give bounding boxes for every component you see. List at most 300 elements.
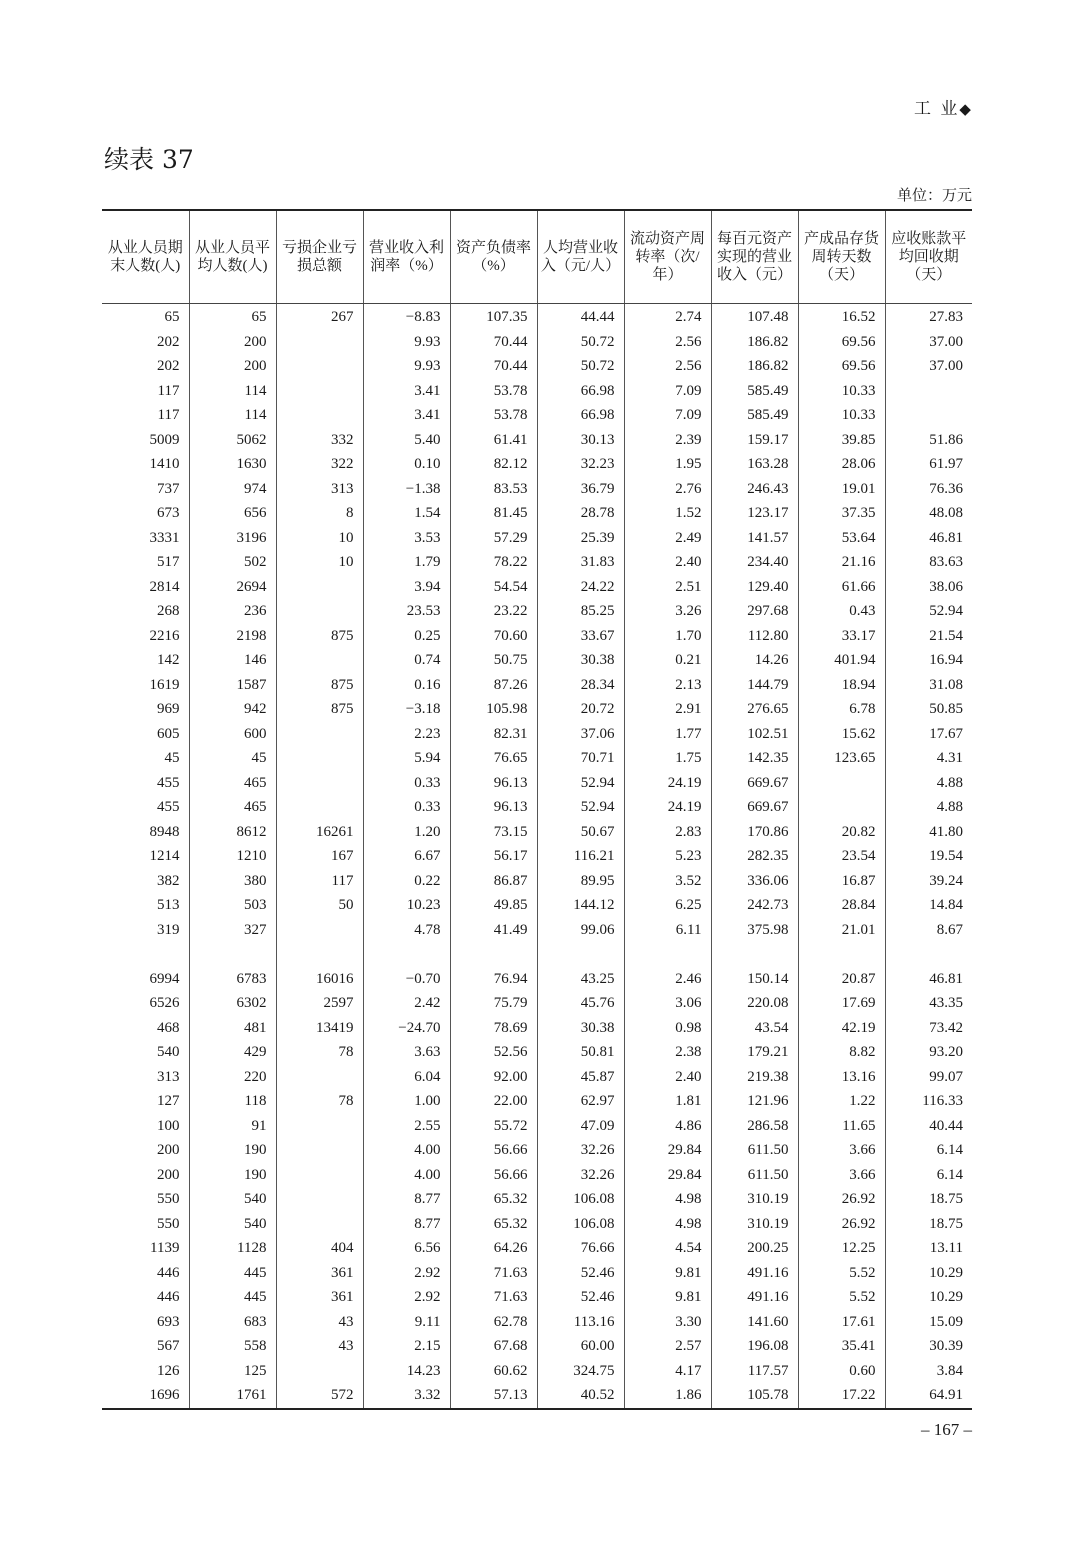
table-cell <box>363 943 450 968</box>
table-cell: 2.49 <box>624 526 711 551</box>
table-row <box>102 918 972 943</box>
table-cell: 28.84 <box>798 894 885 919</box>
table-cell: 4.78 <box>363 918 450 943</box>
table-cell: 16.87 <box>798 869 885 894</box>
table-cell: 117 <box>157 407 180 424</box>
table-row <box>102 894 972 919</box>
table-cell: 219.38 <box>711 1065 798 1090</box>
table-cell: 28.06 <box>798 453 885 478</box>
table-row <box>102 502 972 527</box>
table-cell: 40.44 <box>885 1114 972 1139</box>
table-cell: 375.98 <box>711 918 798 943</box>
table-cell: 1.00 <box>363 1090 450 1115</box>
table-cell: 9.81 <box>624 1261 711 1286</box>
table-cell: 102.51 <box>711 722 798 747</box>
table-cell: 3196 <box>189 526 276 551</box>
table-cell: 50.85 <box>885 698 972 723</box>
table-cell: 66.98 <box>537 404 624 429</box>
table-cell: 8612 <box>189 820 276 845</box>
table-cell: 52.94 <box>885 600 972 625</box>
table-cell: 6.25 <box>624 894 711 919</box>
column-header: 流动资产周转率（次/年） <box>624 210 711 303</box>
table-row <box>102 796 972 821</box>
table-cell: 6.56 <box>363 1237 450 1262</box>
table-cell: 78.22 <box>450 551 537 576</box>
table-cell: 107.35 <box>450 303 537 330</box>
table-cell: 1410 <box>149 456 180 473</box>
table-cell: 69.56 <box>798 330 885 355</box>
table-cell: 332 <box>276 428 363 453</box>
table-cell <box>276 1212 363 1237</box>
table-cell: 6994 <box>149 970 180 987</box>
table-cell: 468 <box>157 1019 180 1036</box>
table-cell: 200.25 <box>711 1237 798 1262</box>
table-cell <box>885 404 972 429</box>
table-row <box>102 820 972 845</box>
table-cell: 282.35 <box>711 845 798 870</box>
table-cell: 99.06 <box>537 918 624 943</box>
table-cell: 126 <box>157 1362 180 1379</box>
table-cell: 540 <box>157 1044 180 1061</box>
table-cell: 2.51 <box>624 575 711 600</box>
table-cell: 28.34 <box>537 673 624 698</box>
table-cell: 19.01 <box>798 477 885 502</box>
table-cell: 669.67 <box>711 796 798 821</box>
table-cell: 37.00 <box>885 355 972 380</box>
table-cell: 32.26 <box>537 1163 624 1188</box>
table-cell: 673 <box>157 505 180 522</box>
table-cell: 585.49 <box>711 379 798 404</box>
table-cell: 4.00 <box>363 1139 450 1164</box>
table-cell: 3.52 <box>624 869 711 894</box>
table-cell <box>885 379 972 404</box>
table-cell: 313 <box>276 477 363 502</box>
table-cell: 24.19 <box>624 796 711 821</box>
table-cell: 1128 <box>189 1237 276 1262</box>
column-header: 人均营业收入（元/人） <box>537 210 624 303</box>
table-row <box>102 453 972 478</box>
table-cell: 116.33 <box>885 1090 972 1115</box>
table-cell: 76.65 <box>450 747 537 772</box>
table-cell: 1.75 <box>624 747 711 772</box>
table-cell: 236 <box>189 600 276 625</box>
table-cell: 17.67 <box>885 722 972 747</box>
table-cell: 2.39 <box>624 428 711 453</box>
table-cell: −24.70 <box>363 1016 450 1041</box>
column-header: 资产负债率（%） <box>450 210 537 303</box>
table-cell: 60.62 <box>450 1359 537 1384</box>
table-cell: 5062 <box>189 428 276 453</box>
table-cell: 16.94 <box>885 649 972 674</box>
table-cell: 1.95 <box>624 453 711 478</box>
table-row <box>102 698 972 723</box>
table-cell: 17.22 <box>798 1384 885 1410</box>
table-cell: 4.17 <box>624 1359 711 1384</box>
table-cell: 220.08 <box>711 992 798 1017</box>
table-cell: 144.79 <box>711 673 798 698</box>
table-cell: 17.61 <box>798 1310 885 1335</box>
table-cell: 7.09 <box>624 404 711 429</box>
table-cell: 550 <box>157 1191 180 1208</box>
table-cell: 1214 <box>149 848 180 865</box>
table-cell: −8.83 <box>363 303 450 330</box>
table-cell: 106.08 <box>537 1212 624 1237</box>
table-cell: 540 <box>189 1212 276 1237</box>
table-cell: 10 <box>276 551 363 576</box>
table-cell: 25.39 <box>537 526 624 551</box>
table-cell: 36.79 <box>537 477 624 502</box>
table-cell: 693 <box>157 1313 180 1330</box>
table-cell: 14.23 <box>363 1359 450 1384</box>
table-cell <box>624 943 711 968</box>
table-cell <box>885 943 972 968</box>
table-cell: 6.67 <box>363 845 450 870</box>
table-cell: 66.98 <box>537 379 624 404</box>
table-cell: 7.09 <box>624 379 711 404</box>
table-row <box>102 330 972 355</box>
table-cell: 669.67 <box>711 771 798 796</box>
table-cell: 481 <box>189 1016 276 1041</box>
table-cell: 65.32 <box>450 1212 537 1237</box>
table-cell: 123.17 <box>711 502 798 527</box>
table-cell: 29.84 <box>624 1163 711 1188</box>
table-cell: 3.41 <box>363 379 450 404</box>
table-cell: 76.66 <box>537 1237 624 1262</box>
table-cell: 70.60 <box>450 624 537 649</box>
table-cell: 121.96 <box>711 1090 798 1115</box>
table-cell: 1.81 <box>624 1090 711 1115</box>
table-cell: 33.17 <box>798 624 885 649</box>
table-cell: 8.77 <box>363 1212 450 1237</box>
table-cell: 89.95 <box>537 869 624 894</box>
table-cell: 491.16 <box>711 1286 798 1311</box>
table-cell <box>798 796 885 821</box>
table-cell: 22.00 <box>450 1090 537 1115</box>
table-cell: 2.42 <box>363 992 450 1017</box>
table-cell <box>276 747 363 772</box>
table-cell: 1587 <box>189 673 276 698</box>
table-cell: 16261 <box>276 820 363 845</box>
table-cell: 15.09 <box>885 1310 972 1335</box>
table-cell: 127 <box>157 1093 180 1110</box>
table-cell: 0.33 <box>363 771 450 796</box>
table-cell: 1696 <box>102 1384 189 1410</box>
table-cell: 491.16 <box>711 1261 798 1286</box>
table-cell: 567 <box>157 1338 180 1355</box>
table-cell: 52.94 <box>537 771 624 796</box>
table-cell: 73.42 <box>885 1016 972 1041</box>
table-cell: 455 <box>157 774 180 791</box>
table-cell: 6.11 <box>624 918 711 943</box>
table-cell: 61.97 <box>885 453 972 478</box>
table-cell: 200 <box>157 1142 180 1159</box>
table-cell: 380 <box>189 869 276 894</box>
table-cell: 29.84 <box>624 1139 711 1164</box>
table-cell: 107.48 <box>711 303 798 330</box>
table-cell: 50.72 <box>537 330 624 355</box>
table-cell: 8 <box>276 502 363 527</box>
table-cell: 53.64 <box>798 526 885 551</box>
table-cell: 70.44 <box>450 355 537 380</box>
table-row <box>102 1139 972 1164</box>
table-cell: 99.07 <box>885 1065 972 1090</box>
table-cell: 56.66 <box>450 1163 537 1188</box>
table-cell: 382 <box>157 872 180 889</box>
table-cell: 6.04 <box>363 1065 450 1090</box>
table-cell: 27.83 <box>885 303 972 330</box>
table-cell: 196.08 <box>711 1335 798 1360</box>
table-cell: 4.00 <box>363 1163 450 1188</box>
table-cell: 1.70 <box>624 624 711 649</box>
table-cell: 167 <box>276 845 363 870</box>
table-cell: 37.00 <box>885 330 972 355</box>
table-cell: 39.85 <box>798 428 885 453</box>
table-cell: −1.38 <box>363 477 450 502</box>
table-cell <box>276 1065 363 1090</box>
table-row <box>102 1016 972 1041</box>
table-cell <box>276 600 363 625</box>
table-cell: 91 <box>189 1114 276 1139</box>
table-cell: 24.19 <box>624 771 711 796</box>
table-cell: 1.52 <box>624 502 711 527</box>
table-cell: 2.74 <box>624 303 711 330</box>
table-cell <box>102 943 189 968</box>
table-row <box>102 428 972 453</box>
table-cell: 220 <box>189 1065 276 1090</box>
table-cell: 10.29 <box>885 1261 972 1286</box>
table-cell: 276.65 <box>711 698 798 723</box>
table-cell: 32.26 <box>537 1139 624 1164</box>
table-cell: 114 <box>189 404 276 429</box>
table-cell: 429 <box>189 1041 276 1066</box>
table-cell: 503 <box>189 894 276 919</box>
table-cell: 76.94 <box>450 967 537 992</box>
table-row <box>102 1335 972 1360</box>
table-cell: 445 <box>189 1261 276 1286</box>
table-cell: 123.65 <box>798 747 885 772</box>
table-cell <box>276 575 363 600</box>
table-cell: 446 <box>157 1289 180 1306</box>
table-cell: 10.33 <box>798 379 885 404</box>
table-cell: 0.74 <box>363 649 450 674</box>
table-cell: 875 <box>276 698 363 723</box>
table-cell: 54.54 <box>450 575 537 600</box>
table-cell: 683 <box>189 1310 276 1335</box>
table-cell: 60.00 <box>537 1335 624 1360</box>
table-cell: 2.40 <box>624 551 711 576</box>
table-cell: 2.76 <box>624 477 711 502</box>
table-cell: 146 <box>189 649 276 674</box>
table-cell: 18.75 <box>885 1188 972 1213</box>
table-cell: 49.85 <box>450 894 537 919</box>
table-cell: 50 <box>276 894 363 919</box>
table-cell: 319 <box>157 921 180 938</box>
table-cell: 43.54 <box>711 1016 798 1041</box>
table-cell: 70.44 <box>450 330 537 355</box>
table-cell: 50.72 <box>537 355 624 380</box>
table-row <box>102 1041 972 1066</box>
table-cell: 1619 <box>149 676 180 693</box>
table-cell: 16.52 <box>798 303 885 330</box>
table-cell: 297.68 <box>711 600 798 625</box>
unit-label: 单位：万元 <box>896 186 972 204</box>
table-cell: 40.52 <box>537 1384 624 1410</box>
table-cell: 1210 <box>189 845 276 870</box>
table-cell <box>276 404 363 429</box>
table-cell: 200 <box>189 355 276 380</box>
table-cell <box>276 330 363 355</box>
column-header: 从业人员期末人数(人) <box>102 210 189 303</box>
table-cell <box>276 1114 363 1139</box>
table-cell: 42.19 <box>798 1016 885 1041</box>
table-cell: 53.78 <box>450 404 537 429</box>
table-cell: 5.23 <box>624 845 711 870</box>
table-cell: 37.06 <box>537 722 624 747</box>
table-cell: 85.25 <box>537 600 624 625</box>
table-cell: 2198 <box>189 624 276 649</box>
table-cell: 24.22 <box>537 575 624 600</box>
table-cell: 14.26 <box>711 649 798 674</box>
table-cell: 3.66 <box>798 1163 885 1188</box>
table-cell: 57.13 <box>450 1384 537 1410</box>
table-cell: 144.12 <box>537 894 624 919</box>
table-cell: 26.92 <box>798 1188 885 1213</box>
table-cell: 37.35 <box>798 502 885 527</box>
table-cell: 200 <box>189 330 276 355</box>
table-cell: 234.40 <box>711 551 798 576</box>
table-cell: 3.53 <box>363 526 450 551</box>
table-cell: 1.79 <box>363 551 450 576</box>
table-title: 续表 37 <box>104 145 194 174</box>
table-cell: 974 <box>189 477 276 502</box>
table-cell <box>276 1163 363 1188</box>
table-cell: 105.98 <box>450 698 537 723</box>
table-cell: 46.81 <box>885 526 972 551</box>
table-cell: 159.17 <box>711 428 798 453</box>
table-row <box>102 404 972 429</box>
table-cell: 656 <box>189 502 276 527</box>
table-cell: 30.13 <box>537 428 624 453</box>
table-cell <box>798 943 885 968</box>
table-cell: 45.87 <box>537 1065 624 1090</box>
table-cell: 65 <box>189 303 276 330</box>
table-cell: 150.14 <box>711 967 798 992</box>
table-row <box>102 1090 972 1115</box>
table-cell: 83.63 <box>885 551 972 576</box>
table-cell: 51.86 <box>885 428 972 453</box>
table-cell: 96.13 <box>450 796 537 821</box>
table-row <box>102 967 972 992</box>
table-cell: 190 <box>189 1139 276 1164</box>
table-cell: 18.94 <box>798 673 885 698</box>
table-cell: 23.22 <box>450 600 537 625</box>
table-cell: 93.20 <box>885 1041 972 1066</box>
table-cell: 142.35 <box>711 747 798 772</box>
table-cell: 78 <box>276 1041 363 1066</box>
table-cell: 310.19 <box>711 1188 798 1213</box>
table-cell: 558 <box>189 1335 276 1360</box>
table-cell: 585.49 <box>711 404 798 429</box>
table-cell <box>276 918 363 943</box>
table-cell: 28.78 <box>537 502 624 527</box>
table-row <box>102 992 972 1017</box>
table-row <box>102 526 972 551</box>
table-cell: 17.69 <box>798 992 885 1017</box>
table-cell: 3331 <box>149 529 180 546</box>
table-cell <box>276 1188 363 1213</box>
table-row <box>102 303 972 330</box>
table-cell: 31.08 <box>885 673 972 698</box>
table-cell: 2597 <box>276 992 363 1017</box>
table-cell: 0.21 <box>624 649 711 674</box>
table-cell: 2.56 <box>624 330 711 355</box>
table-cell: 50.75 <box>450 649 537 674</box>
table-cell: 41.80 <box>885 820 972 845</box>
table-cell: 44.44 <box>537 303 624 330</box>
table-row <box>102 845 972 870</box>
table-cell: 38.06 <box>885 575 972 600</box>
table-cell: 1.54 <box>363 502 450 527</box>
table-cell <box>276 722 363 747</box>
table-cell: 47.09 <box>537 1114 624 1139</box>
table-cell: 142 <box>157 652 180 669</box>
table-cell: 20.72 <box>537 698 624 723</box>
table-cell: 2.92 <box>363 1261 450 1286</box>
table-cell: 10.29 <box>885 1286 972 1311</box>
table-cell: 2.57 <box>624 1335 711 1360</box>
table-cell: 106.08 <box>537 1188 624 1213</box>
table-cell: 4.98 <box>624 1212 711 1237</box>
table-cell: 52.46 <box>537 1261 624 1286</box>
table-cell: 8.82 <box>798 1041 885 1066</box>
table-cell: 83.53 <box>450 477 537 502</box>
table-cell: 2216 <box>149 627 180 644</box>
table-cell: 465 <box>189 796 276 821</box>
table-cell <box>189 943 276 968</box>
table-cell: 1.22 <box>798 1090 885 1115</box>
table-cell: 55.72 <box>450 1114 537 1139</box>
table-cell: 45 <box>189 747 276 772</box>
section-label: 工 业 <box>914 99 960 119</box>
table-cell: 3.63 <box>363 1041 450 1066</box>
table-cell: 6783 <box>189 967 276 992</box>
table-cell: 18.75 <box>885 1212 972 1237</box>
table-cell: 2.46 <box>624 967 711 992</box>
table-body <box>102 303 972 1409</box>
column-header: 从业人员平均人数(人) <box>189 210 276 303</box>
table-cell: 11.65 <box>798 1114 885 1139</box>
data-table <box>102 209 972 1410</box>
table-cell: 2694 <box>189 575 276 600</box>
table-cell: 267 <box>276 303 363 330</box>
table-cell: 513 <box>157 897 180 914</box>
table-cell <box>450 943 537 968</box>
table-cell: 129.40 <box>711 575 798 600</box>
table-row <box>102 1286 972 1311</box>
table-cell: 64.91 <box>885 1384 972 1410</box>
table-cell: 71.63 <box>450 1286 537 1311</box>
table-cell: 69.56 <box>798 355 885 380</box>
table-cell: 20.87 <box>798 967 885 992</box>
table-cell: 455 <box>157 799 180 816</box>
table-cell: 465 <box>189 771 276 796</box>
table-cell: 0.22 <box>363 869 450 894</box>
data-table-container <box>102 209 972 1410</box>
table-row <box>102 379 972 404</box>
table-cell <box>711 943 798 968</box>
table-cell: 446 <box>157 1264 180 1281</box>
table-cell: 13.11 <box>885 1237 972 1262</box>
